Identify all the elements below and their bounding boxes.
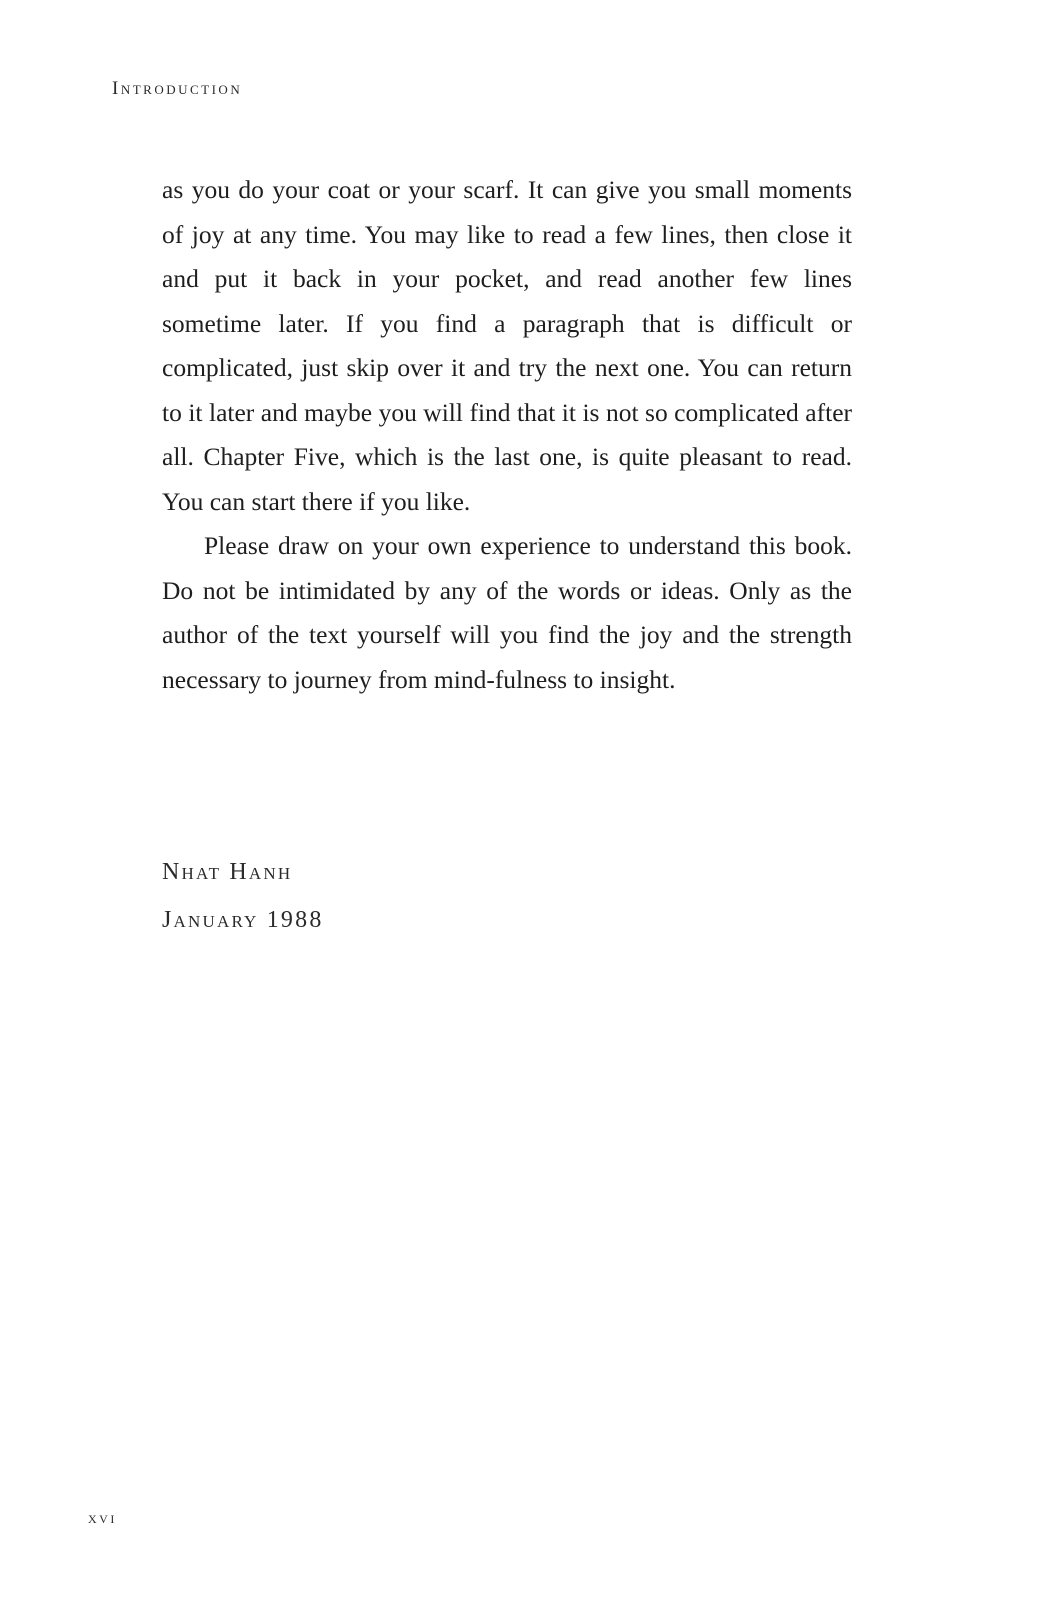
signature-date: January 1988 [162,907,324,933]
signature-block [162,848,324,944]
page-number: xvi [88,1508,117,1527]
paragraph-continued: as you do your coat or your scarf. It can give you small moments of joy at any time. You may like to read a few lines, then close it and put it back in your pocket, and read another few lines sometime later. If you find a paragraph that is difficult or complicated, just skip over it and try the next one. You can return to it later and maybe you will find that it is not so complicated after all. Chapter Five, which is the last one, is quite pleasant to read. You can start there if you like. [162,175,852,516]
body-text [162,168,852,702]
paragraph: Please draw on your own experience to understand this book. Do not be intimidated by any of the words or ideas. Only as the author of the text yourself will you find the joy and the strength necessary to journey from mind-fulness to insight. [162,531,852,694]
author-name: Nhat Hanh [162,859,293,885]
running-head: Introduction [112,78,243,99]
